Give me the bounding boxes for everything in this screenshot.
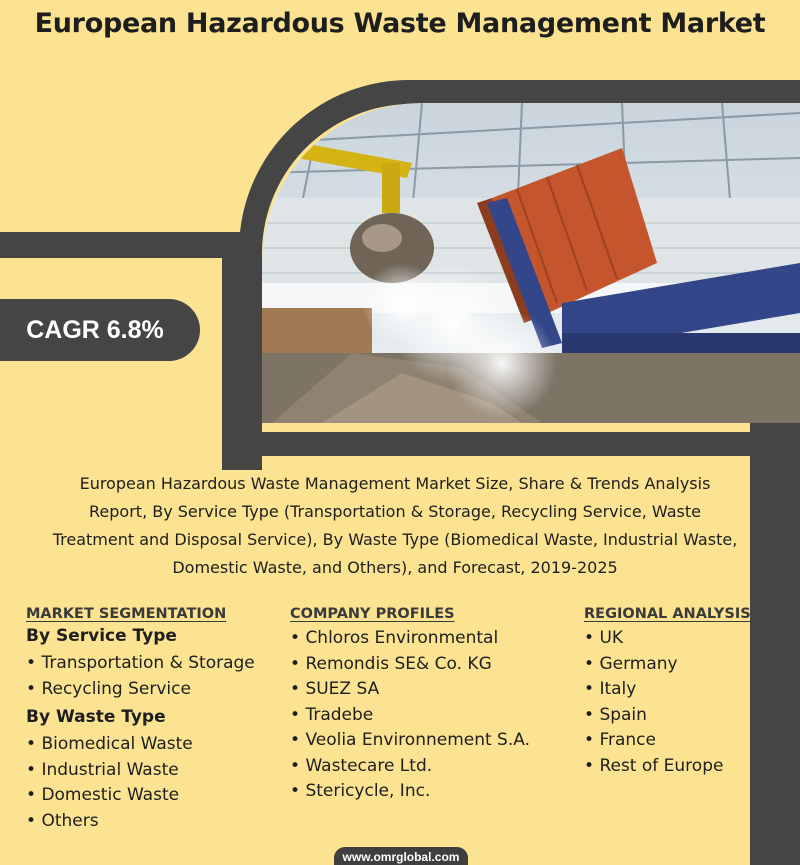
market-segmentation-section xyxy=(26,606,286,834)
list-item: • Veolia Environnement S.A. xyxy=(290,728,580,754)
list-item: • Germany xyxy=(584,652,764,678)
list-item: • Wastecare Ltd. xyxy=(290,754,580,780)
report-description: European Hazardous Waste Management Market Size, Share & Trends Analysis Report, By Service Type (Transportation & Storage, Recycling Service, Waste Treatment and Disposal Service), By Waste Type (Biomedical Waste, Industrial Waste, Domestic Waste, and Others), and Forecast, 2019-2025 xyxy=(52,474,738,577)
list-item: • Italy xyxy=(584,677,764,703)
list-item: • SUEZ SA xyxy=(290,677,580,703)
regional-analysis-section xyxy=(584,606,764,779)
waste-type-list xyxy=(26,732,286,834)
list-item: • Rest of Europe xyxy=(584,754,764,780)
service-type-label: By Service Type xyxy=(26,626,177,646)
waste-type-label: By Waste Type xyxy=(26,707,166,727)
company-profiles-section xyxy=(290,606,580,805)
list-item: • France xyxy=(584,728,764,754)
cagr-badge: CAGR 6.8% xyxy=(0,299,200,361)
list-item: • Spain xyxy=(584,703,764,729)
companies-heading: COMPANY PROFILES xyxy=(290,606,455,622)
regions-heading: REGIONAL ANALYSIS xyxy=(584,606,751,622)
list-item: • Domestic Waste xyxy=(26,783,286,809)
list-item: • Transportation & Storage xyxy=(26,651,286,677)
list-item: • Others xyxy=(26,809,286,835)
list-item: • Chloros Environmental xyxy=(290,626,580,652)
page-title: European Hazardous Waste Management Market xyxy=(34,8,766,39)
waste-truck-photo xyxy=(262,103,800,423)
list-item: • Stericycle, Inc. xyxy=(290,779,580,805)
list-item: • UK xyxy=(584,626,764,652)
list-item: • Remondis SE& Co. KG xyxy=(290,652,580,678)
list-item: • Recycling Service xyxy=(26,677,286,703)
segmentation-heading: MARKET SEGMENTATION xyxy=(26,606,227,622)
list-item: • Tradebe xyxy=(290,703,580,729)
list-item: • Industrial Waste xyxy=(26,758,286,784)
company-list xyxy=(290,626,580,805)
service-type-list xyxy=(26,651,286,702)
region-list xyxy=(584,626,764,779)
website-link[interactable]: www.omrglobal.com xyxy=(334,847,468,865)
list-item: • Biomedical Waste xyxy=(26,732,286,758)
waste-truck-illustration xyxy=(262,103,800,423)
